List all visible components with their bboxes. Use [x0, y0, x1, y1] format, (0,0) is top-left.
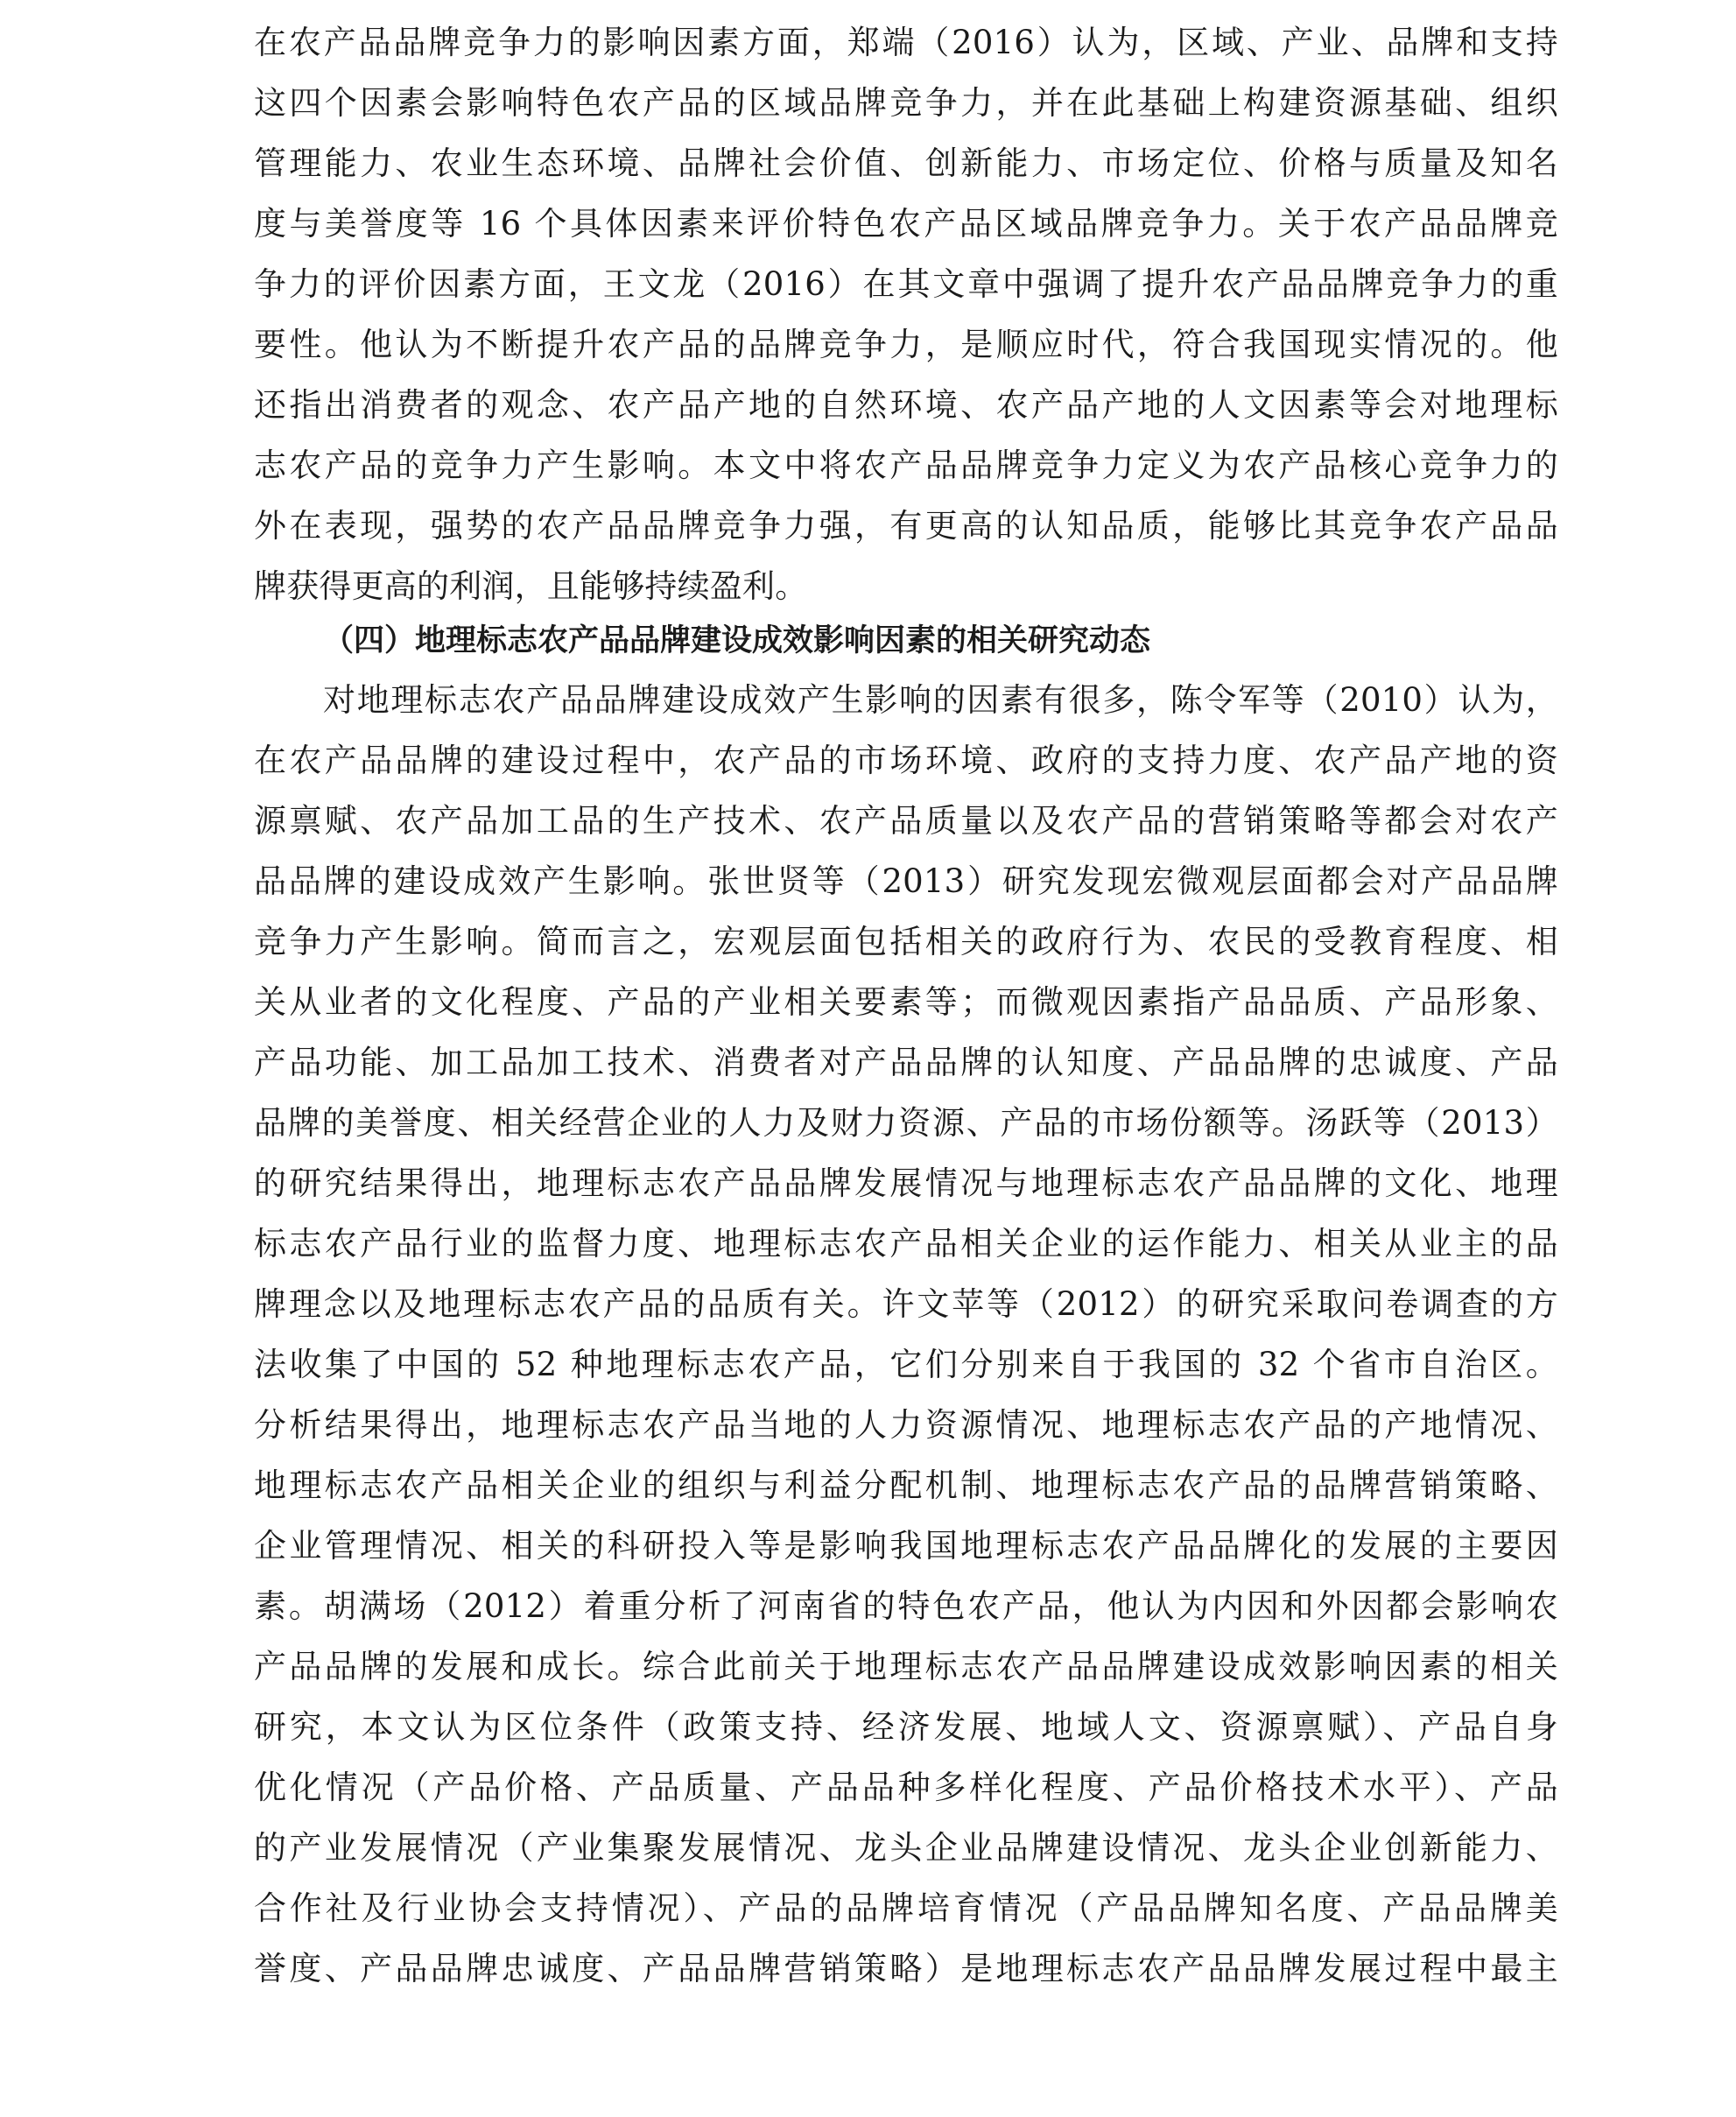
paragraph-line: 分析结果得出，地理标志农产品当地的人力资源情况、地理标志农产品的产地情况、 [254, 1406, 1558, 1444]
paragraph-line: 牌获得更高的利润，且能够持续盈利。 [254, 567, 808, 605]
paragraph-line: 竞争力产生影响。简而言之，宏观层面包括相关的政府行为、农民的受教育程度、相 [254, 923, 1558, 960]
paragraph-line: 的产业发展情况（产业集聚发展情况、龙头企业品牌建设情况、龙头企业创新能力、 [254, 1829, 1558, 1867]
paragraph-line: 源禀赋、农产品加工品的生产技术、农产品质量以及农产品的营销策略等都会对农产 [254, 802, 1558, 840]
paragraph-line: 合作社及行业协会支持情况）、产品的品牌培育情况（产品品牌知名度、产品品牌美 [254, 1889, 1558, 1927]
paragraph-line: 研究，本文认为区位条件（政策支持、经济发展、地域人文、资源禀赋）、产品自身 [254, 1708, 1558, 1746]
paragraph-line: 标志农产品行业的监督力度、地理标志农产品相关企业的运作能力、相关从业主的品 [254, 1225, 1558, 1262]
paragraph-line: 地理标志农产品相关企业的组织与利益分配机制、地理标志农产品的品牌营销策略、 [254, 1466, 1558, 1504]
paragraph-line: 争力的评价因素方面，王文龙（2016）在其文章中强调了提升农产品品牌竞争力的重 [254, 265, 1558, 303]
paragraph-line: 法收集了中国的 52 种地理标志农产品，它们分别来自于我国的 32 个省市自治区。 [254, 1346, 1558, 1383]
section-heading: （四）地理标志农产品品牌建设成效影响因素的相关研究动态 [323, 623, 1151, 658]
paragraph-line: 企业管理情况、相关的科研投入等是影响我国地理标志农产品品牌化的发展的主要因 [254, 1527, 1558, 1565]
paragraph-line: 在农产品品牌的建设过程中，农产品的市场环境、政府的支持力度、农产品产地的资 [254, 742, 1558, 779]
paragraph-line: 外在表现，强势的农产品品牌竞争力强，有更高的认知品质，能够比其竞争农产品品 [254, 507, 1558, 545]
paragraph-line: 产品功能、加工品加工技术、消费者对产品品牌的认知度、产品品牌的忠诚度、产品 [254, 1044, 1558, 1081]
paragraph-line: 优化情况（产品价格、产品质量、产品品种多样化程度、产品价格技术水平）、产品 [254, 1769, 1558, 1806]
paragraph-line: 品品牌的建设成效产生影响。张世贤等（2013）研究发现宏微观层面都会对产品品牌 [254, 862, 1558, 900]
paragraph-line: 关从业者的文化程度、产品的产业相关要素等；而微观因素指产品品质、产品形象、 [254, 983, 1558, 1021]
paragraph-line: 牌理念以及地理标志农产品的品质有关。许文苹等（2012）的研究采取问卷调查的方 [254, 1285, 1558, 1323]
paragraph-line: 还指出消费者的观念、农产品产地的自然环境、农产品产地的人文因素等会对地理标 [254, 386, 1558, 424]
paragraph-line: 的研究结果得出，地理标志农产品品牌发展情况与地理标志农产品品牌的文化、地理 [254, 1164, 1558, 1202]
paragraph-line: 度与美誉度等 16 个具体因素来评价特色农产品区域品牌竞争力。关于农产品品牌竞 [254, 205, 1558, 243]
paragraph-line: 管理能力、农业生态环境、品牌社会价值、创新能力、市场定位、价格与质量及知名 [254, 144, 1558, 182]
paragraph-line: 素。胡满场（2012）着重分析了河南省的特色农产品，他认为内因和外因都会影响农 [254, 1587, 1558, 1625]
paragraph-line: 要性。他认为不断提升农产品的品牌竞争力，是顺应时代，符合我国现实情况的。他 [254, 326, 1558, 363]
paragraph-line: 这四个因素会影响特色农产品的区域品牌竞争力，并在此基础上构建资源基础、组织 [254, 84, 1558, 122]
paragraph-line: 在农产品品牌竞争力的影响因素方面，郑端（2016）认为，区域、产业、品牌和支持 [254, 24, 1558, 61]
paragraph-line: 品牌的美誉度、相关经营企业的人力及财力资源、产品的市场份额等。汤跃等（2013） [254, 1104, 1558, 1142]
paragraph-line: 对地理标志农产品品牌建设成效产生影响的因素有很多，陈令军等（2010）认为， [323, 681, 1558, 719]
paragraph-line: 产品品牌的发展和成长。综合此前关于地理标志农产品品牌建设成效影响因素的相关 [254, 1648, 1558, 1685]
paragraph-line: 志农产品的竞争力产生影响。本文中将农产品品牌竞争力定义为农产品核心竞争力的 [254, 447, 1558, 484]
paragraph-line: 誉度、产品品牌忠诚度、产品品牌营销策略）是地理标志农产品品牌发展过程中最主 [254, 1950, 1558, 1987]
